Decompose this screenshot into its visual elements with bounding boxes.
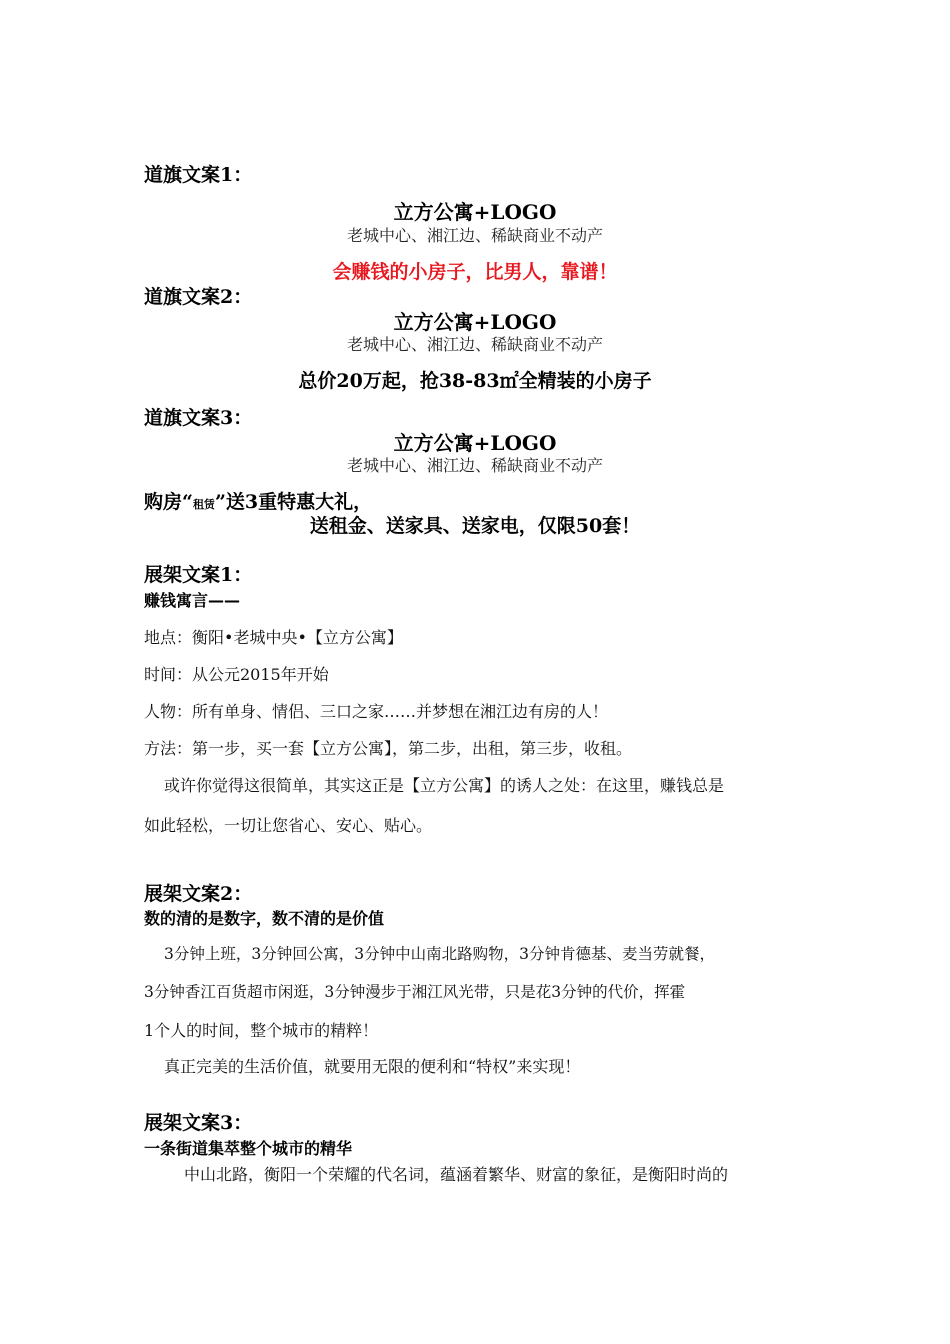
flag1-slogan: 会赚钱的小房子，比男人，靠谱！ (332, 261, 618, 283)
stand2-heading: 展架文案2： (144, 883, 253, 905)
stand1-line-2: 时间：从公元2015年开始 (144, 665, 329, 684)
flag3-slogan-line2: 送租金、送家具、送家电，仅限50套！ (309, 515, 641, 537)
stand1-line-4: 方法：第一步，买一套【立方公寓】，第二步，出租，第三步，收租。 (144, 739, 633, 758)
flag3-slogan-small: 租赁 (192, 498, 215, 511)
flag2-subtitle: 老城中心、湘江边、稀缺商业不动产 (346, 335, 603, 354)
stand1-line-1: 地点：衡阳•老城中央•【立方公寓】 (144, 628, 403, 647)
stand3-line-1: 中山北路，衡阳一个荣耀的代名词，蕴涵着繁华、财富的象征，是衡阳时尚的 (184, 1165, 729, 1184)
flag3-subtitle: 老城中心、湘江边、稀缺商业不动产 (346, 456, 603, 475)
stand2-subtitle: 数的清的是数字，数不清的是价值 (144, 909, 385, 928)
stand2-line-2: 3分钟香江百货超市闲逛，3分钟漫步于湘江风光带，只是花3分钟的代价，挥霍 (144, 983, 686, 1001)
stand2-line-3: 1个人的时间，整个城市的精粹！ (144, 1021, 379, 1040)
stand1-line-3: 人物：所有单身、情侣、三口之家……并梦想在湘江边有房的人！ (144, 702, 609, 721)
stand3-subtitle: 一条街道集萃整个城市的精华 (144, 1139, 353, 1158)
stand1-subtitle: 赚钱寓言—— (144, 591, 241, 610)
stand3-heading: 展架文案3： (144, 1112, 253, 1134)
flag3-heading: 道旗文案3： (144, 407, 253, 429)
stand1-line-6: 如此轻松，一切让您省心、安心、贴心。 (144, 816, 433, 835)
stand2-line-1: 3分钟上班，3分钟回公寓，3分钟中山南北路购物，3分钟肯德基、麦当劳就餐， (164, 945, 715, 963)
flag3-slogan-line1: 购房“租赁”送3重特惠大礼， (144, 491, 373, 513)
flag3-brand: 立方公寓+LOGO (393, 431, 557, 455)
flag2-brand: 立方公寓+LOGO (393, 310, 557, 334)
flag2-slogan: 总价20万起，抢38-83㎡全精装的小房子 (298, 370, 652, 392)
flag1-subtitle: 老城中心、湘江边、稀缺商业不动产 (346, 226, 603, 245)
flag2-heading: 道旗文案2： (144, 286, 253, 308)
stand1-heading: 展架文案1： (144, 564, 253, 586)
stand1-line-5: 或许你觉得这很简单，其实这正是【立方公寓】的诱人之处：在这里，赚钱总是 (164, 776, 725, 795)
stand2-line-4: 真正完美的生活价值，就要用无限的便利和“特权”来实现！ (164, 1057, 581, 1076)
flag1-brand: 立方公寓+LOGO (393, 200, 557, 224)
flag1-heading: 道旗文案1： (144, 164, 253, 186)
